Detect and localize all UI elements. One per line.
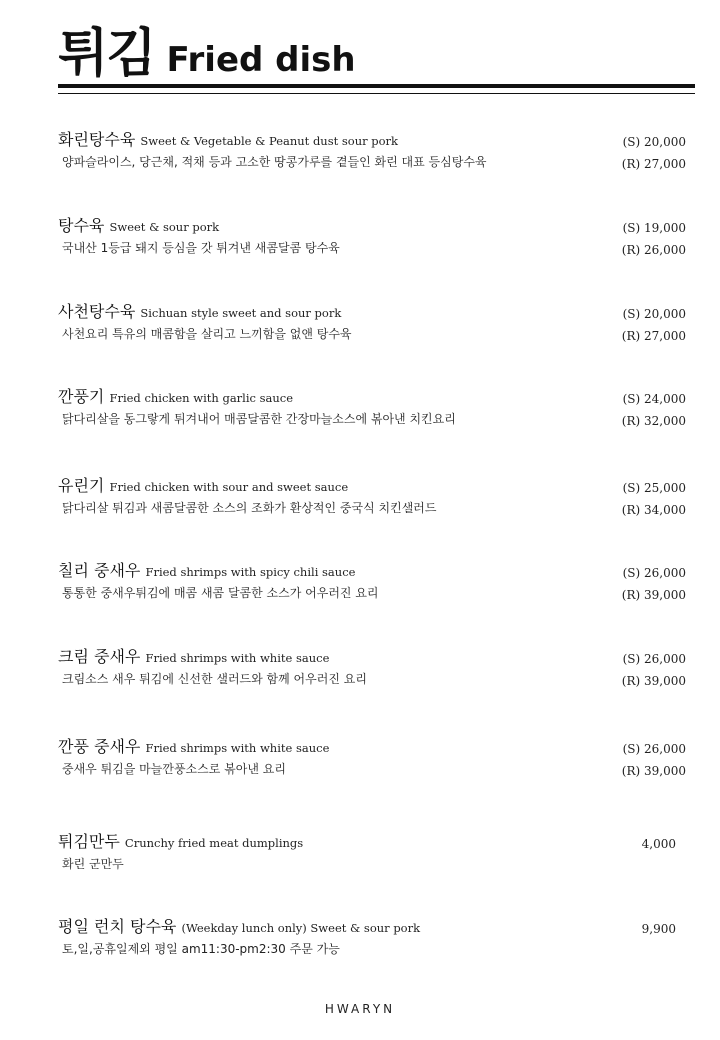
page-title-korean: 튀김: [58, 24, 155, 84]
price-regular: (R) 39,000: [621, 764, 686, 778]
item-name-korean: 유린기: [58, 476, 105, 495]
item-name-english: Fried shrimps with white sauce: [145, 741, 330, 755]
item-name: [58, 387, 293, 408]
item-name: [58, 561, 355, 582]
item-name: [58, 647, 329, 668]
item-name: [58, 216, 219, 237]
item-name-english: Sweet & Vegetable & Peanut dust sour pork: [140, 134, 399, 148]
price-small: (S) 20,000: [622, 135, 686, 149]
item-name: [58, 302, 341, 323]
price-small: (S) 26,000: [622, 566, 686, 580]
item-name: [58, 832, 303, 853]
item-name-english: Sweet & sour pork: [109, 220, 220, 234]
item-description: 화린 군만두: [62, 857, 124, 871]
item-name-english: Sichuan style sweet and sour pork: [140, 306, 342, 320]
page-title: [58, 22, 356, 82]
price-regular: (R) 39,000: [621, 674, 686, 688]
item-description: 닭다리살 튀김과 새콤달콤한 소스의 조화가 환상적인 중국식 치킨샐러드: [62, 501, 437, 515]
item-name-english: Fried chicken with sour and sweet sauce: [109, 480, 349, 494]
item-description: 양파슬라이스, 당근채, 적채 등과 고소한 땅콩가루를 곁들인 화린 대표 등심탕수육: [62, 155, 487, 169]
item-name-korean: 평일 런치 탕수육: [58, 917, 177, 936]
item-name: [58, 130, 398, 151]
price-regular: (R) 34,000: [621, 503, 686, 517]
item-name-english: Fried shrimps with spicy chili sauce: [145, 565, 356, 579]
item-name-english: Fried shrimps with white sauce: [145, 651, 330, 665]
item-name-korean: 화린탕수육: [58, 130, 136, 149]
brand-footer: HWARYN: [324, 1002, 396, 1016]
item-name-korean: 깐풍기: [58, 387, 105, 406]
price-small: (S) 26,000: [622, 742, 686, 756]
item-description: 닭다리살을 동그랗게 튀겨내어 매콤달콤한 간장마늘소스에 볶아낸 치킨요리: [62, 412, 456, 426]
price: 4,000: [641, 837, 676, 851]
item-name-korean: 사천탕수육: [58, 302, 136, 321]
price-regular: (R) 39,000: [621, 588, 686, 602]
price-regular: (R) 27,000: [621, 157, 686, 171]
price-regular: (R) 26,000: [621, 243, 686, 257]
price-small: (S) 26,000: [622, 652, 686, 666]
item-description: 통통한 중새우튀김에 매콤 새콤 달콤한 소스가 어우러진 요리: [62, 586, 379, 600]
item-name: [58, 476, 348, 497]
price-small: (S) 25,000: [622, 481, 686, 495]
page-title-english: Fried dish: [166, 40, 356, 80]
item-name: [58, 917, 420, 938]
item-name-korean: 깐풍 중새우: [58, 737, 141, 756]
item-name-english: Fried chicken with garlic sauce: [109, 391, 294, 405]
title-divider-thick: [58, 84, 695, 88]
item-name: [58, 737, 329, 758]
item-name-korean: 튀김만두: [58, 832, 120, 851]
item-name-korean: 칠리 중새우: [58, 561, 141, 580]
item-description: 중새우 튀김을 마늘깐풍소스로 볶아낸 요리: [62, 762, 286, 776]
item-name-korean: 탕수육: [58, 216, 105, 235]
item-name-korean: 크림 중새우: [58, 647, 141, 666]
item-description: 토,일,공휴일제외 평일 am11:30-pm2:30 주문 가능: [62, 942, 340, 956]
price-regular: (R) 32,000: [621, 414, 686, 428]
title-divider-thin: [58, 93, 695, 94]
item-description: 국내산 1등급 돼지 등심을 갓 튀겨낸 새콤달콤 탕수육: [62, 241, 340, 255]
price-small: (S) 24,000: [622, 392, 686, 406]
item-name-english: Crunchy fried meat dumplings: [124, 836, 304, 850]
item-description: 크림소스 새우 튀김에 신선한 샐러드와 함께 어우러진 요리: [62, 672, 367, 686]
price-regular: (R) 27,000: [621, 329, 686, 343]
price-small: (S) 20,000: [622, 307, 686, 321]
price-small: (S) 19,000: [622, 221, 686, 235]
item-description: 사천요리 특유의 매콤함을 살리고 느끼함을 없앤 탕수육: [62, 327, 352, 341]
item-name-english: (Weekday lunch only) Sweet & sour pork: [181, 921, 421, 935]
price: 9,900: [641, 922, 676, 936]
